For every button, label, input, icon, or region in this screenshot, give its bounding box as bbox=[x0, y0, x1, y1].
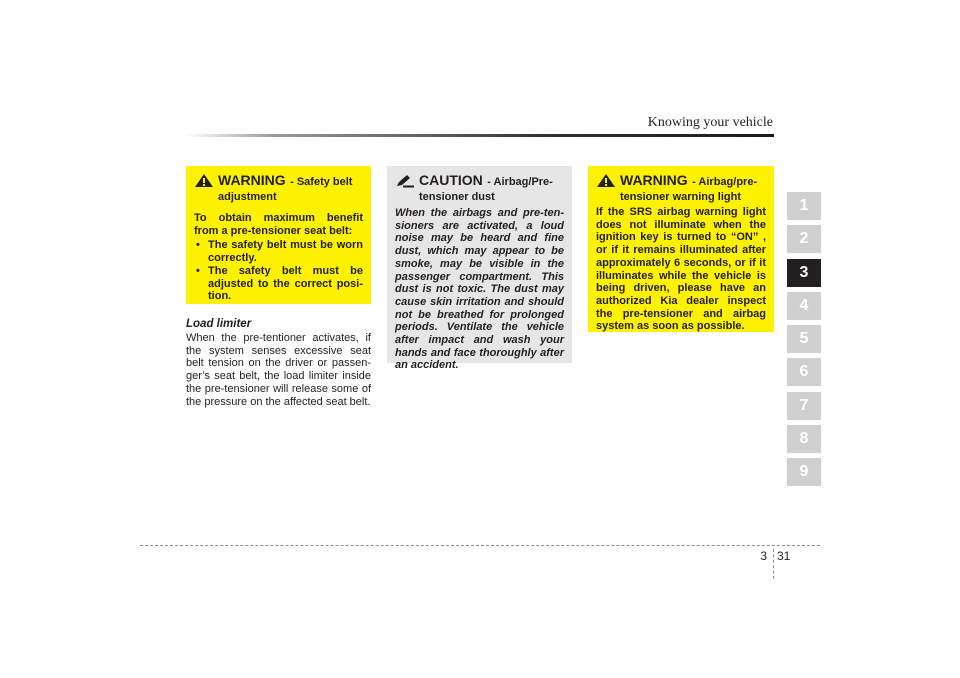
warning-box-safety-belt bbox=[186, 166, 371, 304]
warning-keyword: WARNING bbox=[620, 172, 688, 188]
warning-intro: To obtain maximum benefit from a pre-tensioner seat belt: bbox=[194, 212, 363, 237]
warning-box-warning-light bbox=[588, 166, 774, 332]
chapter-tab-4[interactable]: 4 bbox=[787, 292, 821, 320]
warning-subtitle: - Safety belt adjustment bbox=[218, 176, 353, 203]
warning-header bbox=[194, 174, 363, 204]
warning-bullet: • The safety belt must be adjusted to the correct posi-tion. bbox=[194, 265, 363, 303]
page-header-title: Knowing your vehicle bbox=[647, 115, 773, 130]
warning-body bbox=[194, 212, 363, 303]
warning-header bbox=[596, 174, 766, 204]
chapter-tabs bbox=[787, 192, 821, 492]
footer-page-number: 31 bbox=[777, 549, 791, 563]
chapter-tab-1[interactable]: 1 bbox=[787, 192, 821, 220]
chapter-tab-3[interactable]: 3 bbox=[787, 259, 821, 287]
load-limiter-heading: Load limiter bbox=[186, 318, 252, 330]
caution-pencil-icon bbox=[395, 174, 415, 190]
header-rule bbox=[186, 134, 774, 137]
caution-box-airbag-dust bbox=[387, 166, 572, 372]
chapter-tab-2[interactable]: 2 bbox=[787, 225, 821, 253]
chapter-tab-5[interactable]: 5 bbox=[787, 325, 821, 353]
chapter-tab-8[interactable]: 8 bbox=[787, 425, 821, 453]
warning-bullet: • The safety belt must be worn correctly. bbox=[194, 239, 363, 264]
warning-triangle-icon bbox=[194, 174, 214, 190]
caution-body: When the airbags and pre-ten-sioners are activated, a loud noise may be heard and fine dust, which may appear to be smoke, may be visible in the passenger compartment. This dust is not toxic. The dust may cause skin irritation and should not be breathed for prolonged periods. Ventilate the vehicle after impact and wash your hands and face thoroughly after an accident. bbox=[395, 207, 564, 372]
warning-triangle-icon bbox=[596, 174, 616, 190]
caution-subtitle: - Airbag/Pre-tensioner dust bbox=[419, 176, 553, 203]
warning-keyword: WARNING bbox=[218, 172, 286, 188]
caution-header bbox=[395, 174, 564, 204]
page-number-separator bbox=[773, 549, 774, 579]
warning-body: If the SRS airbag warning light does not illuminate when the ignition key is turned to “ON” , or if it remains illuminated after approximately 6 seconds, or if it illuminates while the vehicle is being driven, please have an authorized Kia dealer inspect the pre-tensioner and airbag system as soon as possible. bbox=[596, 206, 766, 333]
warning-subtitle: - Airbag/pre-tensioner warning light bbox=[620, 176, 758, 203]
footer-chapter-number: 3 bbox=[760, 549, 767, 563]
warning-bullet-list bbox=[194, 239, 363, 303]
caution-keyword: CAUTION bbox=[419, 172, 483, 188]
footer-rule bbox=[140, 545, 820, 546]
chapter-tab-7[interactable]: 7 bbox=[787, 392, 821, 420]
chapter-tab-6[interactable]: 6 bbox=[787, 358, 821, 386]
chapter-tab-9[interactable]: 9 bbox=[787, 458, 821, 486]
load-limiter-body: When the pre-tentioner activates, if the system senses excessive seat belt tension on the driver or passen-ger’s seat belt, the load limiter inside the pre-tensioner will release some of the pressure on the affected seat belt. bbox=[186, 332, 371, 408]
